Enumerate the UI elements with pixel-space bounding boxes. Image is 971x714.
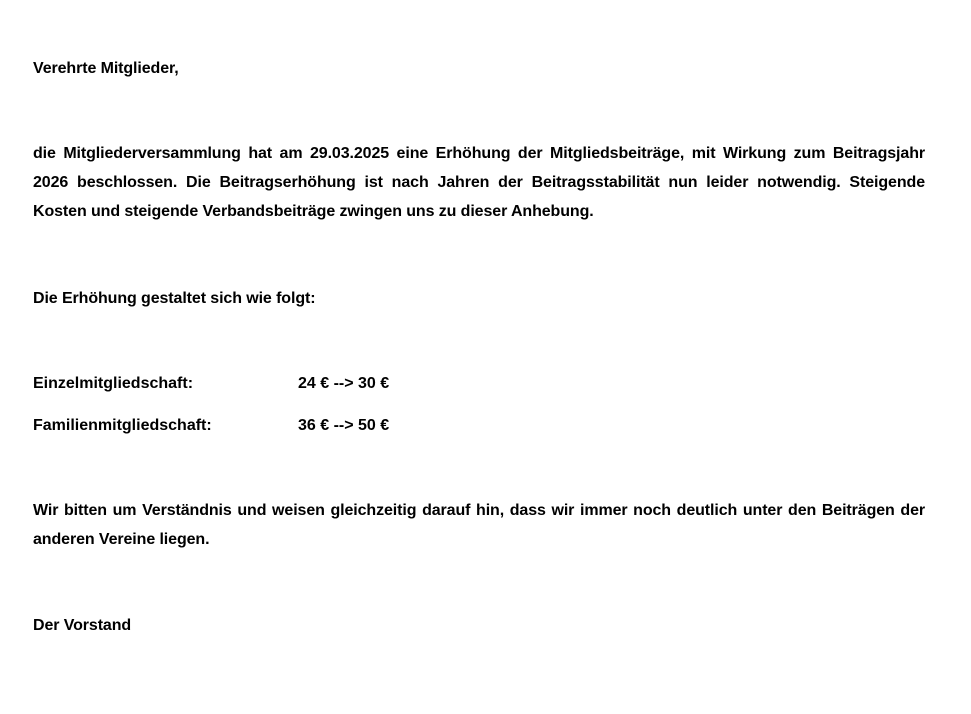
signature: Der Vorstand [33, 617, 132, 634]
fee-row-family [33, 416, 389, 436]
fee-label: Einzelmitgliedschaft: [33, 375, 194, 392]
fee-intro: Die Erhöhung gestaltet sich wie folgt: [33, 290, 316, 307]
paragraph-understanding: Wir bitten um Verständnis und weisen gleichzeitig darauf hin, dass wir immer noch deutlich unter den Beiträgen der anderen Vereine liegen. [33, 502, 925, 548]
fee-label: Familienmitgliedschaft: [33, 417, 212, 434]
fee-row-single [33, 374, 389, 394]
fee-change: 36 € --> 50 € [298, 417, 390, 434]
salutation: Verehrte Mitglieder, [33, 60, 179, 77]
paragraph-announcement: die Mitgliederversammlung hat am 29.03.2025 eine Erhöhung der Mitgliedsbeiträge, mit Wirkung zum Beitragsjahr 2026 beschlossen. Die Beitragserhöhung ist nach Jahren der Beitragsstabilität nun leider notwendig. Steigende Kosten und steigende Verbandsbeiträge zwingen uns zu dieser Anhebung. [33, 145, 925, 220]
fee-change: 24 € --> 30 € [298, 375, 390, 392]
